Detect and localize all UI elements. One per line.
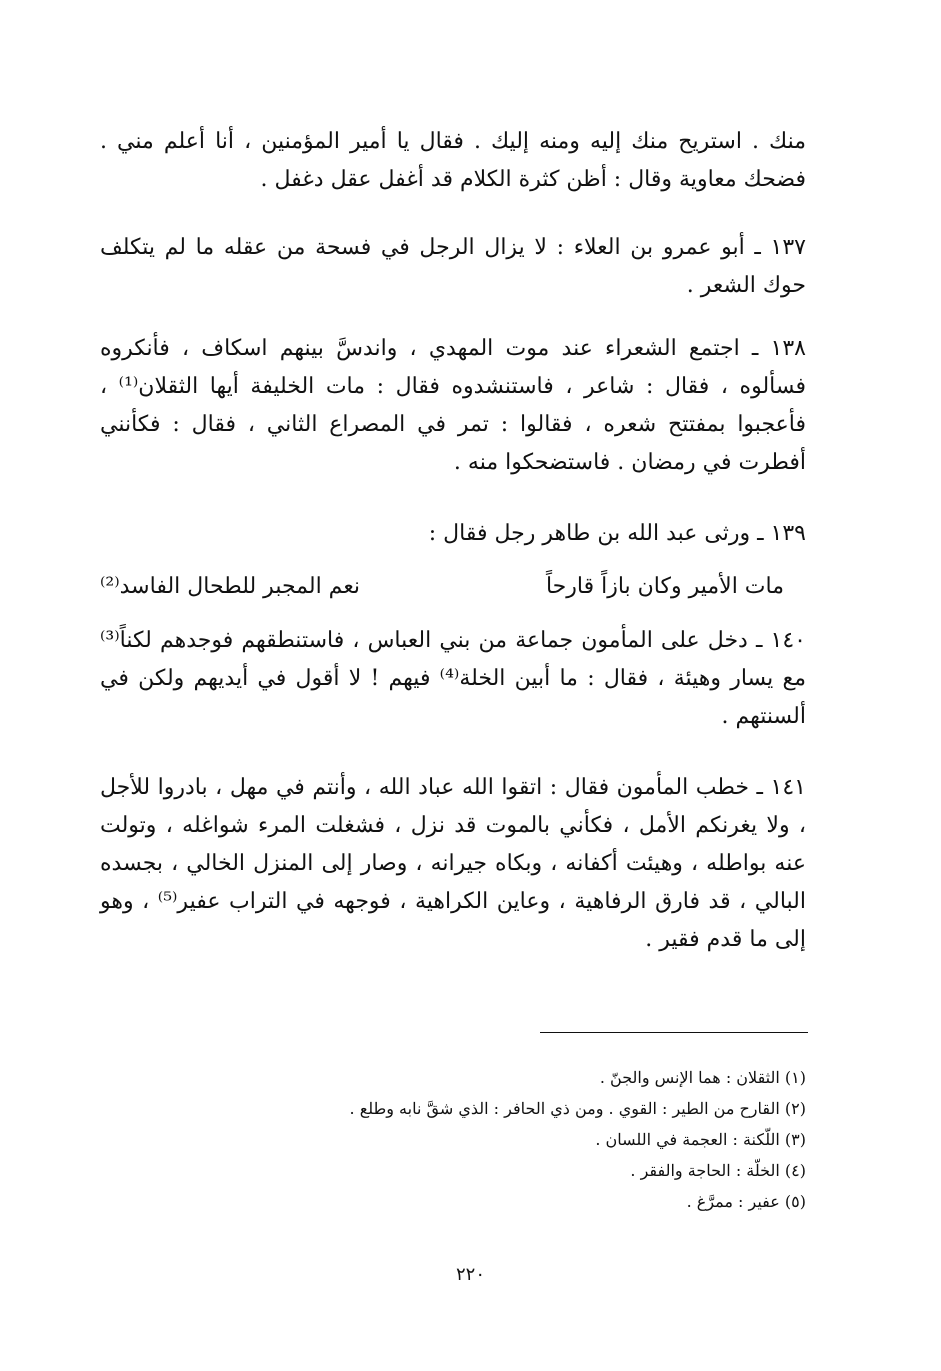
page-number: ٢٢٠ [455, 1264, 485, 1285]
footnote-3: (٣) اللّكنة : العجمة في اللسان . [595, 1130, 806, 1149]
footnote-1: (١) الثقلان : هما الإنس والجنّ . [599, 1068, 806, 1087]
footnotes-list [200, 1062, 806, 1217]
verse-first-hemistich: مات الأمير وكان بازاً قارحاً [545, 574, 784, 599]
paragraph-137: ١٣٧ ـ أبو عمرو بن العلاء : لا يزال الرجل في فسحة من عقله ما لم يتكلف حوك الشعر . [100, 235, 806, 298]
poem-verse [100, 568, 806, 606]
verse-second-hemistich: نعم المجبر للطحال الفاسد⁽²⁾ [100, 574, 361, 599]
paragraph-continuation: منك . استريح منك إليه ومنه إليك . فقال يا أمير المؤمنين ، أنا أعلم مني . فضحك معاوية وقال : أظن كثرة الكلام قد أغفل عقل دغفل . [100, 129, 806, 192]
footnote-4: (٤) الخلّة : الحاجة والفقر . [630, 1161, 806, 1180]
footnote-5: (٥) عفير : ممرَّغ . [686, 1192, 806, 1211]
footnote-divider [540, 1032, 808, 1033]
paragraph-140: ١٤٠ ـ دخل على المأمون جماعة من بني العباس ، فاستنطقهم فوجدهم لكناً⁽³⁾ مع يسار وهيئة ، فقال : ما أبين الخلة⁽⁴⁾ فيهم ! لا أقول في أيديهم ولكن في ألسنتهم . [100, 628, 806, 729]
footnote-2: (٢) القارح من الطير : القوي . ومن ذي الحافر : الذي شقَّ نابه وطلع . [349, 1099, 806, 1118]
paragraph-138: ١٣٨ ـ اجتمع الشعراء عند موت المهدي ، واندسَّ بينهم اسكاف ، فأنكروه فسألوه ، فقال : شاعر ، فاستنشدوه فقال : مات الخليفة أيها الثقلان⁽¹⁾ ، فأعجبوا بمفتتح شعره ، فقالوا : تمر في المصراع الثاني ، فقال : فكأنني أفطرت في رمضان . فاستضحكوا منه . [100, 336, 806, 475]
paragraph-141: ١٤١ ـ خطب المأمون فقال : اتقوا الله عباد الله ، وأنتم في مهل ، بادروا للأجل ، ولا يغرنكم الأمل ، فكأني بالموت قد نزل ، فشغلت المرء شواغله ، وتولت عنه بواطله ، وهيئت أكفانه ، وبكاه جيرانه ، وصار إلى المنزل الخالي ، بجسده البالي ، قد فارق الرفاهية ، وعاين الكراهية ، فوجهه في التراب عفير⁽⁵⁾ ، وهو إلى ما قدم فقير . [100, 775, 806, 952]
paragraph-139: ١٣٩ ـ ورثى عبد الله بن طاهر رجل فقال : [428, 521, 806, 546]
